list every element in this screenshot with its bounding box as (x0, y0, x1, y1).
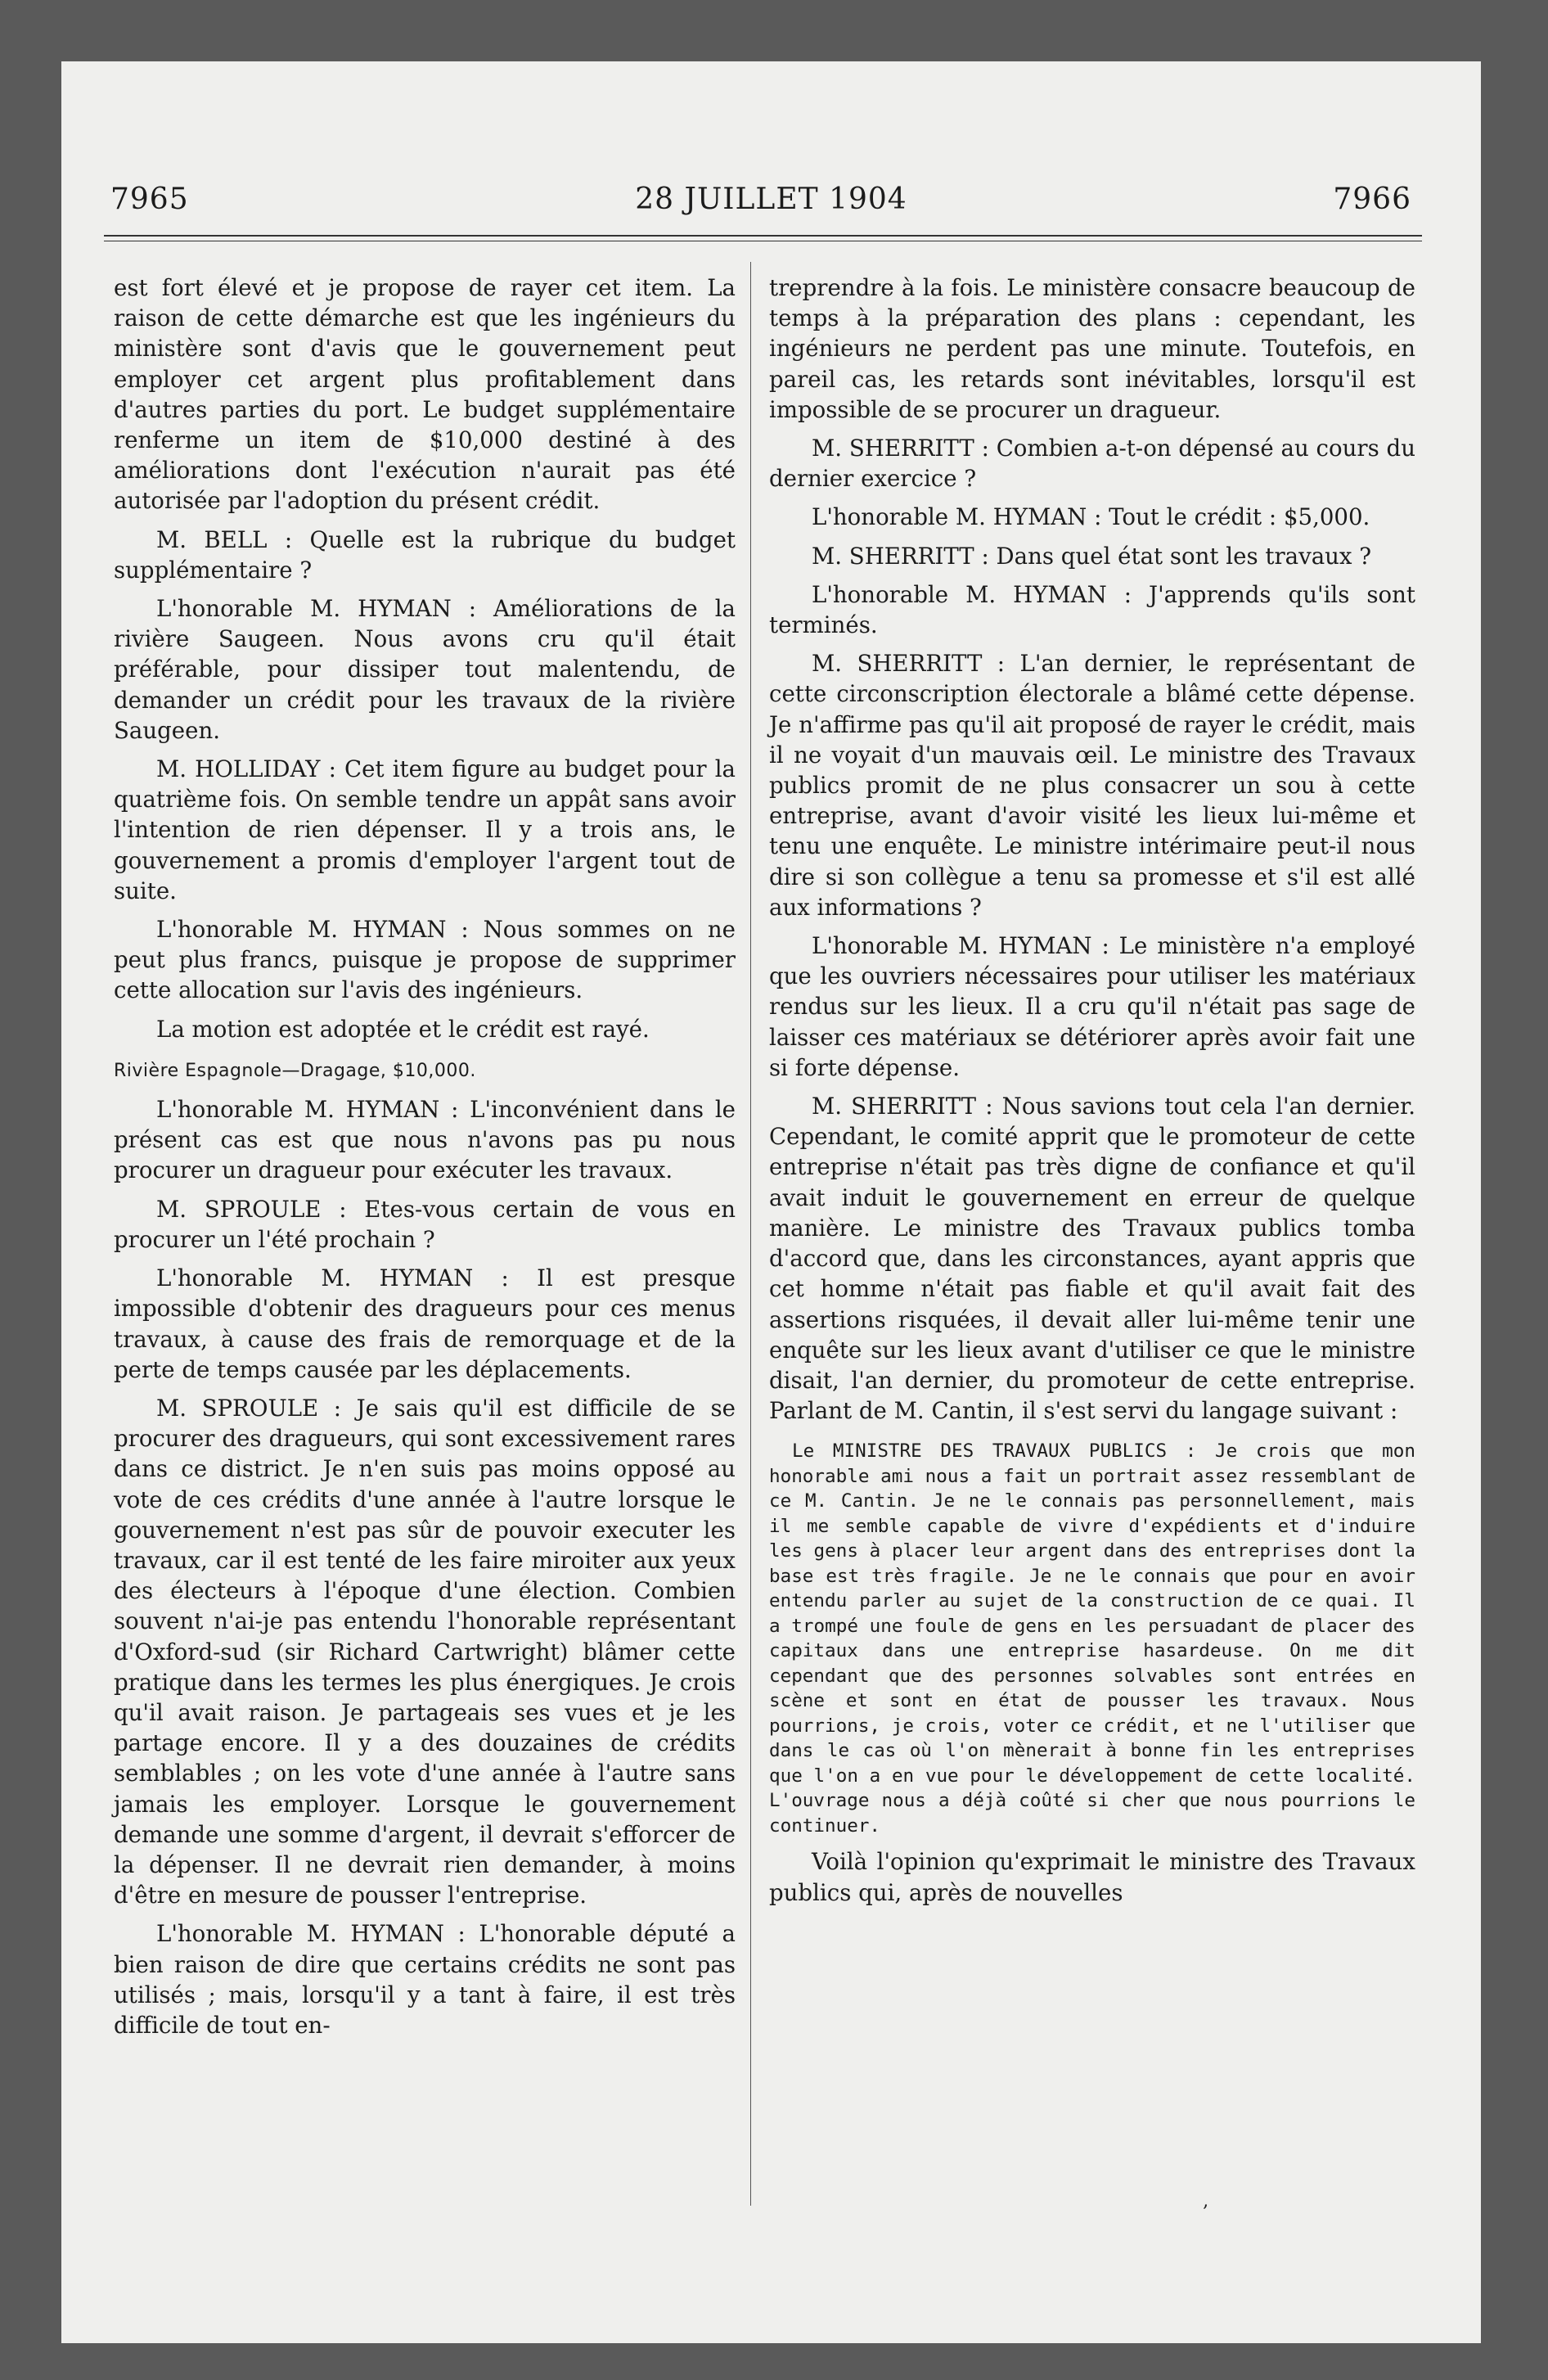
page-number-left: 7965 (110, 183, 189, 216)
paragraph: M. SHERRITT : Nous savions tout cela l'an dernier. Cependant, le comité apprit que le promoteur de cette entreprise n'était pas très digne de confiance et qu'il avait induit le gouvernement en erreur de quelque manière. Le ministre des Travaux publics tomba d'accord que, dans les circonstances, ayant appris que cet homme n'était pas fiable et qu'il avait fait des assertions risquées, il devait aller lui-même tenir une enquête sur les lieux avant d'utiliser ce que le ministre disait, l'an dernier, du promoteur de cette entreprise. Parlant de M. Cantin, il s'est servi du langage suivant : (769, 1093, 1415, 1425)
left-column (114, 273, 736, 2040)
page-sheet (61, 61, 1481, 2343)
paragraph: L'honorable M. HYMAN : Le ministère n'a employé que les ouvriers nécessaires pour utiliser les matériaux rendus sur les lieux. Il a cru qu'il n'était pas sage de laisser ces matériaux se détériorer après avoir fait une si forte dépense. (769, 932, 1415, 1081)
paragraph: M. SPROULE : Etes-vous certain de vous en procurer un l'été prochain ? (114, 1195, 736, 1253)
paragraph: L'honorable M. HYMAN : J'apprends qu'ils sont terminés. (769, 580, 1415, 639)
paragraph: La motion est adoptée et le crédit est rayé. (156, 1015, 650, 1043)
paragraph: M. HOLLIDAY : Cet item figure au budget pour la quatrième fois. On semble tendre un appât sans avoir l'intention de rien dépenser. Il y a trois ans, le gouvernement a promis d'employer l'argent tout de suite. (114, 755, 736, 904)
paragraph: L'honorable M. HYMAN : Il est presque impossible d'obtenir des dragueurs pour ces menus travaux, à cause des frais de remorquage et de la perte de temps causée par les déplacements. (114, 1264, 736, 1383)
paragraph: treprendre à la fois. Le ministère consacre beaucoup de temps à la préparation des plans : cependant, les ingénieurs ne perdent pas une minute. Toutefois, en pareil cas, les retards sont inévitables, lorsqu'il est impossible de se procurer un dragueur. (769, 274, 1415, 423)
paragraph: M. BELL : Quelle est la rubrique du budget supplémentaire ? (114, 525, 736, 584)
stray-mark: ‚ (1203, 2191, 1208, 2211)
quoted-passage: Le MINISTRE DES TRAVAUX PUBLICS : Je crois que mon honorable ami nous a fait un portrait assez ressemblant de ce M. Cantin. Je ne le connais pas personnellement, mais il me semble capable de vivre d'expédients et d'induire les gens à placer leur argent dans des entreprises dont la base est très fragile. Je ne le connais que pour en avoir entendu parler au sujet de la construction de ce quai. Il a trompé une foule de gens en les persuadant de placer des capitaux dans une entreprise hasardeuse. On me dit cependant que des personnes solvables sont entrées en scène et sont en état de pousser les travaux. Nous pourrions, je crois, voter ce crédit, et ne l'utiliser que dans le cas où l'on mènerait à bonne fin les entreprises que l'on a en vue pour le développement de cette localité. L'ouvrage nous a déjà coûté si cher que nous pourrions le continuer. (769, 1440, 1415, 1837)
paragraph: L'honorable M. HYMAN : Nous sommes on ne peut plus francs, puisque je propose de supprimer cette allocation sur l'avis des ingénieurs. (114, 916, 736, 1004)
paragraph: L'honorable M. HYMAN : L'honorable député a bien raison de dire que certains crédits ne sont pas utilisés ; mais, lorsqu'il y a tant à faire, il est très difficile de tout en- (114, 1920, 736, 2039)
paragraph: L'honorable M. HYMAN : L'inconvénient dans le présent cas est que nous n'avons pas pu nous procurer un dragueur pour exécuter les travaux. (114, 1096, 736, 1184)
paragraph: L'honorable M. HYMAN : Tout le crédit : $5,000. (812, 503, 1370, 531)
paragraph: Voilà l'opinion qu'exprimait le ministre des Travaux publics qui, après de nouvelles (769, 1848, 1415, 1906)
header-rule (104, 235, 1422, 237)
paragraph: M. SHERRITT : Combien a-t-on dépensé au cours du dernier exercice ? (769, 435, 1415, 493)
column-divider (750, 262, 751, 2206)
right-column (769, 273, 1415, 1908)
paragraph: M. SPROULE : Je sais qu'il est difficile de se procurer des dragueurs, qui sont excessivement rares dans ce district. Je n'en suis pas moins opposé au vote de ces crédits d'une année à l'autre lorsque le gouvernement n'est pas sûr de pouvoir executer les travaux, car il est tenté de les faire miroiter aux yeux des électeurs à l'époque d'une élection. Combien souvent n'ai-je pas entendu l'honorable représentant d'Oxford-sud (sir Richard Cartwright) blâmer cette pratique dans les termes les plus énergiques. Je crois qu'il avait raison. Je partageais ses vues et je les partage encore. Il y a des douzaines de crédits semblables ; on les vote d'une année à l'autre sans jamais les employer. Lorsque le gouvernement demande une somme d'argent, il devrait s'efforcer de la dépenser. Il ne devrait rien demander, à moins d'être en mesure de pousser l'entreprise. (114, 1394, 736, 1909)
paragraph: M. SHERRITT : Dans quel état sont les travaux ? (812, 542, 1372, 570)
paragraph: est fort élevé et je propose de rayer cet item. La raison de cette démarche est que les ingénieurs du ministère sont d'avis que le gouvernement peut employer cet argent plus profitablement dans d'autres parties du port. Le budget supplémentaire renferme un item de $10,000 destiné à des améliorations dont l'exécution n'aurait pas été autorisée par l'adoption du présent crédit. (114, 274, 736, 515)
page-date: 28 JUILLET 1904 (635, 183, 907, 216)
section-heading: Rivière Espagnole—Dragage, $10,000. (114, 1060, 476, 1081)
paragraph: M. SHERRITT : L'an dernier, le représentant de cette circonscription électorale a blâmé cette dépense. Je n'affirme pas qu'il ait proposé de rayer le crédit, mais il ne voyait d'un mauvais œil. Le ministre des Travaux publics promit de ne plus consacrer un sou à cette entreprise, avant d'avoir visité les lieux lui-même et tenu une enquête. Le ministre intérimaire peut-il nous dire si son collègue a tenu sa promesse et s'il est allé aux informations ? (769, 650, 1415, 921)
page-number-right: 7966 (1333, 183, 1411, 216)
paragraph: L'honorable M. HYMAN : Améliorations de la rivière Saugeen. Nous avons cru qu'il était préférable, pour dissiper tout malentendu, de demander un crédit pour les travaux de la rivière Saugeen. (114, 595, 736, 744)
